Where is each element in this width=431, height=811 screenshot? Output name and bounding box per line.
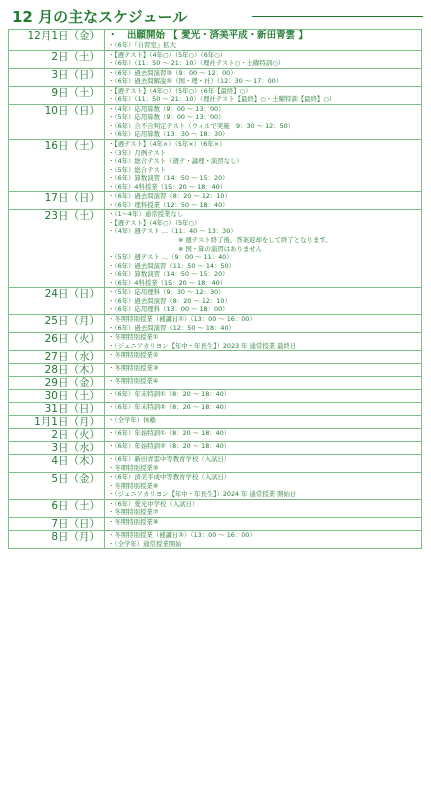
schedule-events	[105, 473, 422, 500]
event-item: ・ 出願開始 【 愛光・済美平成・新田青雲 】	[108, 30, 308, 41]
schedule-date: 8日（月）	[9, 530, 105, 548]
schedule-date: 17日（日）	[9, 192, 105, 210]
event-item: ・（全学年）通常授業開始	[108, 539, 182, 548]
schedule-date: 3日（日）	[9, 68, 105, 86]
schedule-row	[9, 390, 422, 403]
event-item: ・冬期特別授業③	[108, 364, 159, 373]
event-item: ・（6年）『自習室』拡大	[108, 41, 176, 49]
event-item: ・（6年）4科授業（15：20 ～ 18：40）	[108, 182, 227, 191]
schedule-date: 23日（土）	[9, 210, 105, 288]
schedule-row	[9, 429, 422, 442]
event-item: ※ 国・算の演習はありません	[178, 244, 263, 253]
event-item: ・（6年）過去問演習（11：50 ～ 14：50）	[108, 261, 235, 270]
schedule-row	[9, 530, 422, 548]
schedule-events	[105, 517, 422, 530]
event-item: ・（6年）過去問演習（8：20 ～ 12：10）	[108, 296, 231, 305]
schedule-table	[8, 29, 422, 549]
event-item: ・（6年）4科授業（15：20 ～ 18：40）	[108, 278, 227, 287]
event-item: ・【週テスト】（4年○）（5年○）	[108, 218, 201, 227]
event-item: ・冬期特別授業⑥	[108, 481, 159, 490]
event-item: ・（6年）年始特訓①（8：20 ～ 18：40）	[108, 429, 231, 438]
schedule-row	[9, 333, 422, 351]
page-title: 12 月の主なスケジュール	[12, 8, 188, 26]
schedule-date: 9日（土）	[9, 86, 105, 104]
schedule-row	[9, 473, 422, 500]
schedule-events	[105, 429, 422, 442]
event-item: ・冬期特別授業（補講日①）（13：00 ～ 16：00）	[108, 314, 256, 323]
schedule-date: 2日（土）	[9, 50, 105, 68]
event-item: ・（6年）年末特訓②（8：20 ～ 18：40）	[108, 403, 231, 412]
event-item: ・（全学年）休塾	[108, 416, 156, 425]
event-item: ・（6年）（11：50 ～ 21：10）（理社テスト【最終】○・土曜特訓【最終】○）	[108, 95, 336, 104]
event-item: ・（3年）月例テスト	[108, 148, 167, 157]
schedule-date: 25日（月）	[9, 314, 105, 332]
schedule-row	[9, 210, 422, 288]
event-item: ・（4年）応用算数（9：00 ～ 13：00）	[108, 104, 225, 113]
schedule-row	[9, 30, 422, 51]
event-item: ・冬期特別授業⑦	[108, 508, 159, 517]
schedule-events	[105, 530, 422, 548]
schedule-events	[105, 314, 422, 332]
schedule-date: 6日（土）	[9, 499, 105, 517]
event-item: ・（ジュニアカリヨン【年中・年長生】）2023 年 通常授業 最終日	[108, 341, 297, 350]
schedule-date: 29日（金）	[9, 377, 105, 390]
event-item: ・冬期特別授業（補講日②）（13：00 ～ 16：00）	[108, 530, 256, 539]
schedule-events	[105, 403, 422, 416]
schedule-date: 28日（木）	[9, 364, 105, 377]
schedule-row	[9, 68, 422, 86]
schedule-row	[9, 314, 422, 332]
schedule-row	[9, 351, 422, 364]
schedule-events	[105, 192, 422, 210]
event-item: ・（6年）合不合判定テスト（ウィルで実施 9：30 ～ 12：50）	[108, 121, 295, 130]
event-item: ※ 週テスト終了後、答案返却をして終了となります。	[178, 236, 332, 245]
event-item: ・（6年）算数演習（14：50 ～ 15：20）	[108, 270, 229, 279]
schedule-events	[105, 390, 422, 403]
schedule-date: 27日（水）	[9, 351, 105, 364]
event-item: ・【週テスト】（4年○）（5年○）（6年○）	[108, 50, 227, 59]
event-item: ・（6年）応用算数（13：30 ～ 18：30）	[108, 130, 229, 139]
schedule-row	[9, 86, 422, 104]
schedule-row	[9, 104, 422, 139]
event-item: ・（6年）過去問演習（12：50 ～ 18：40）	[108, 323, 235, 332]
event-item: ・（4年）総合テスト（週テ・論理・演習なし）	[108, 157, 243, 166]
event-item: ・（6年）応用理科（13：00 ～ 18：00）	[108, 305, 229, 314]
event-item: ・（6年）過去問解説⑤（国・理・社）（12：30 ～ 17：00）	[108, 77, 283, 86]
event-item: ・（6年）年末特訓①（8：20 ～ 18：40）	[108, 390, 231, 399]
schedule-row	[9, 403, 422, 416]
schedule-date: 10日（日）	[9, 104, 105, 139]
event-item: ・（5年）応用理科（9：30 ～ 12：30）	[108, 288, 225, 297]
event-item: ・【週テスト】（4年×）（5年×）（6年×）	[108, 140, 226, 149]
event-item: ・（ジュニアカリヨン【年中・年長生】）2024 年 通常授業 開始日	[108, 490, 297, 499]
schedule-events	[105, 455, 422, 473]
schedule-events	[105, 210, 422, 288]
schedule-row	[9, 416, 422, 429]
schedule-date: 31日（日）	[9, 403, 105, 416]
schedule-date: 24日（日）	[9, 288, 105, 315]
schedule-row	[9, 517, 422, 530]
schedule-events	[105, 50, 422, 68]
schedule-events	[105, 30, 422, 51]
schedule-events	[105, 499, 422, 517]
schedule-row	[9, 442, 422, 455]
event-item: ・（6年）新田青雲中等教育学校（入試日）	[108, 455, 231, 464]
schedule-date: 3日（水）	[9, 442, 105, 455]
schedule-row	[9, 499, 422, 517]
schedule-events	[105, 416, 422, 429]
schedule-date: 30日（土）	[9, 390, 105, 403]
event-item: ・（6年）（11：50 ～ 21：10）（理社テスト○・土曜特訓○）	[108, 59, 285, 68]
schedule-events	[105, 364, 422, 377]
event-item: ・（6年）理科授業（12：50 ～ 18：40）	[108, 200, 229, 209]
schedule-date: 12月1日（金）	[9, 30, 105, 51]
event-item: ・冬期特別授業①	[108, 333, 159, 342]
event-item: ・（6年）過去問演習（8：20 ～ 12：10）	[108, 192, 231, 201]
schedule-row	[9, 377, 422, 390]
schedule-row	[9, 192, 422, 210]
schedule-row	[9, 455, 422, 473]
schedule-events	[105, 442, 422, 455]
schedule-date: 1月1日（月）	[9, 416, 105, 429]
schedule-row	[9, 364, 422, 377]
event-item: ・（5年）総合テスト	[108, 165, 167, 174]
schedule-date: 7日（日）	[9, 517, 105, 530]
schedule-row	[9, 140, 422, 192]
event-item: ・（6年）算数演習（14：50 ～ 15：20）	[108, 174, 229, 183]
schedule-body	[9, 30, 422, 549]
event-item: ・（6年）年始特訓②（8：20 ～ 18：40）	[108, 442, 231, 451]
schedule-events	[105, 140, 422, 192]
schedule-date: 16日（土）	[9, 140, 105, 192]
event-item: ・冬期特別授業⑧	[108, 517, 159, 526]
event-item: ・（6年）過去問演習③（9：00 ～ 12：00）	[108, 68, 237, 77]
schedule-events	[105, 288, 422, 315]
schedule-events	[105, 351, 422, 364]
schedule-events	[105, 377, 422, 390]
event-item: ・冬期特別授業②	[108, 351, 159, 360]
event-item: ・【週テスト】（4年○）（5年○）（6年【最終】○）	[108, 86, 252, 95]
event-item: ・（5年）応用算数（9：00 ～ 13：00）	[108, 113, 225, 122]
schedule-date: 4日（木）	[9, 455, 105, 473]
event-item: ・冬期特別授業④	[108, 377, 159, 386]
title-rule	[252, 16, 423, 17]
schedule-date: 2日（火）	[9, 429, 105, 442]
schedule-date: 26日（火）	[9, 333, 105, 351]
schedule-events	[105, 86, 422, 104]
schedule-events	[105, 68, 422, 86]
event-item: ・（1～4年）通常授業なし	[108, 210, 184, 219]
schedule-date: 5日（金）	[9, 473, 105, 500]
event-item: ・（6年）済美平成中等教育学校（入試日）	[108, 473, 231, 482]
event-item: ・冬期特別授業⑤	[108, 463, 159, 472]
event-item: ・（4年）週テスト …（11：40 ～ 13：30）	[108, 227, 237, 236]
event-item: ・（6年）愛光中学校（入試日）	[108, 499, 199, 508]
schedule-events	[105, 333, 422, 351]
schedule-row	[9, 50, 422, 68]
event-item: ・（5年）週テスト …（9：00 ～ 11：40）	[108, 253, 233, 262]
schedule-row	[9, 288, 422, 315]
schedule-events	[105, 104, 422, 139]
